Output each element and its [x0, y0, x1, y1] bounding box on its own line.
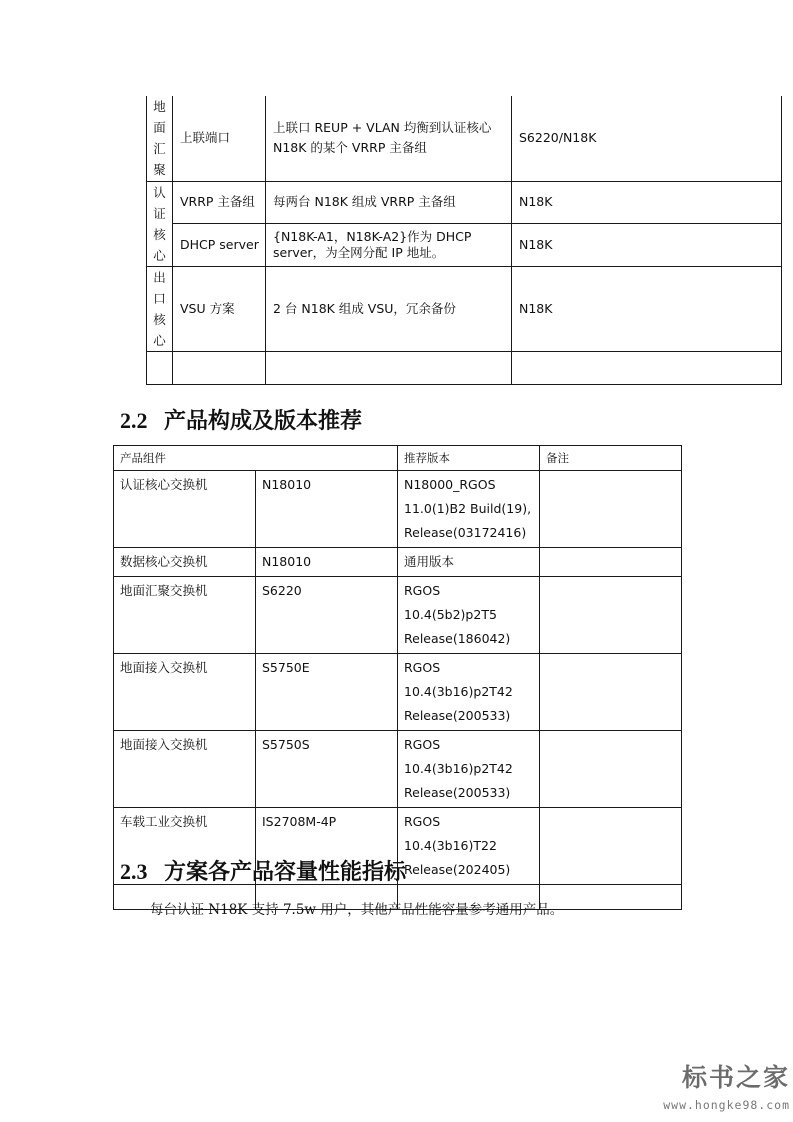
component-name: 地面接入交换机 [114, 654, 256, 731]
section-title: 方案各产品容量性能指标 [164, 860, 407, 885]
item-cell: DHCP server [173, 224, 266, 267]
component-version: N18000_RGOS 11.0(1)B2 Build(19), Release(03172416) [398, 471, 540, 548]
header-remarks: 备注 [540, 446, 682, 471]
section-heading-2-2 [120, 404, 362, 435]
model-cell: N18K [512, 181, 782, 224]
model-cell: S6220/N18K [512, 96, 782, 181]
watermark-logo: 标书之家 [681, 1063, 790, 1092]
component-remark [540, 548, 682, 577]
table-row [114, 731, 682, 808]
section-heading-2-3 [120, 855, 406, 886]
desc-cell: {N18K-A1，N18K-A2}作为 DHCP server，为全网分配 IP 地址。 [266, 224, 512, 267]
table-row [147, 266, 782, 351]
group-label-ground-aggregation: 地 面 汇 聚 [147, 96, 173, 181]
component-model: S5750S [256, 731, 398, 808]
table-row [114, 577, 682, 654]
watermark-url: www.hongke98.com [663, 1098, 790, 1112]
component-remark [540, 808, 682, 885]
component-version: 通用版本 [398, 548, 540, 577]
item-cell: VRRP 主备组 [173, 181, 266, 224]
component-name: 地面接入交换机 [114, 731, 256, 808]
table-row [147, 224, 782, 267]
item-cell: VSU 方案 [173, 266, 266, 351]
product-version-table [113, 445, 682, 910]
component-model: S5750E [256, 654, 398, 731]
section-title: 产品构成及版本推荐 [164, 409, 363, 434]
table-header-row [114, 446, 682, 471]
section-number: 2.2 [120, 408, 148, 433]
item-cell: 上联端口 [173, 96, 266, 181]
component-remark [540, 471, 682, 548]
component-model: S6220 [256, 577, 398, 654]
component-name: 车载工业交换机 [114, 808, 256, 885]
table-row [114, 654, 682, 731]
table-row [114, 471, 682, 548]
desc-cell: 2 台 N18K 组成 VSU，冗余备份 [266, 266, 512, 351]
desc-cell: 上联口 REUP + VLAN 均衡到认证核心 N18K 的某个 VRRP 主备组 [266, 96, 512, 181]
component-remark [540, 577, 682, 654]
table-row [114, 548, 682, 577]
header-recommended-version: 推荐版本 [398, 446, 540, 471]
component-version: RGOS 10.4(3b16)p2T42 Release(200533) [398, 654, 540, 731]
table-row [147, 181, 782, 224]
component-name: 认证核心交换机 [114, 471, 256, 548]
group-label-egress-core: 出 口 核 心 [147, 266, 173, 351]
table-row-empty [147, 351, 782, 384]
watermark [640, 1058, 790, 1118]
section-number: 2.3 [120, 859, 148, 884]
model-cell: N18K [512, 266, 782, 351]
desc-cell: 每两台 N18K 组成 VRRP 主备组 [266, 181, 512, 224]
component-model: N18010 [256, 471, 398, 548]
component-name: 地面汇聚交换机 [114, 577, 256, 654]
group-label-auth-core: 认 证 核 心 [147, 181, 173, 266]
component-version: RGOS 10.4(3b16)T22 Release(202405) [398, 808, 540, 885]
component-remark [540, 731, 682, 808]
component-version: RGOS 10.4(3b16)p2T42 Release(200533) [398, 731, 540, 808]
component-name: 数据核心交换机 [114, 548, 256, 577]
table-row [147, 96, 782, 181]
capacity-paragraph: 每台认证 N18K 支持 7.5w 用户，其他产品性能容量参考通用产品。 [150, 902, 564, 918]
header-product-component: 产品组件 [114, 446, 398, 471]
component-model: IS2708M-4P [256, 808, 398, 885]
component-remark [540, 654, 682, 731]
component-version: RGOS 10.4(5b2)p2T5 Release(186042) [398, 577, 540, 654]
model-cell: N18K [512, 224, 782, 267]
network-design-table [146, 96, 782, 385]
component-model: N18010 [256, 548, 398, 577]
